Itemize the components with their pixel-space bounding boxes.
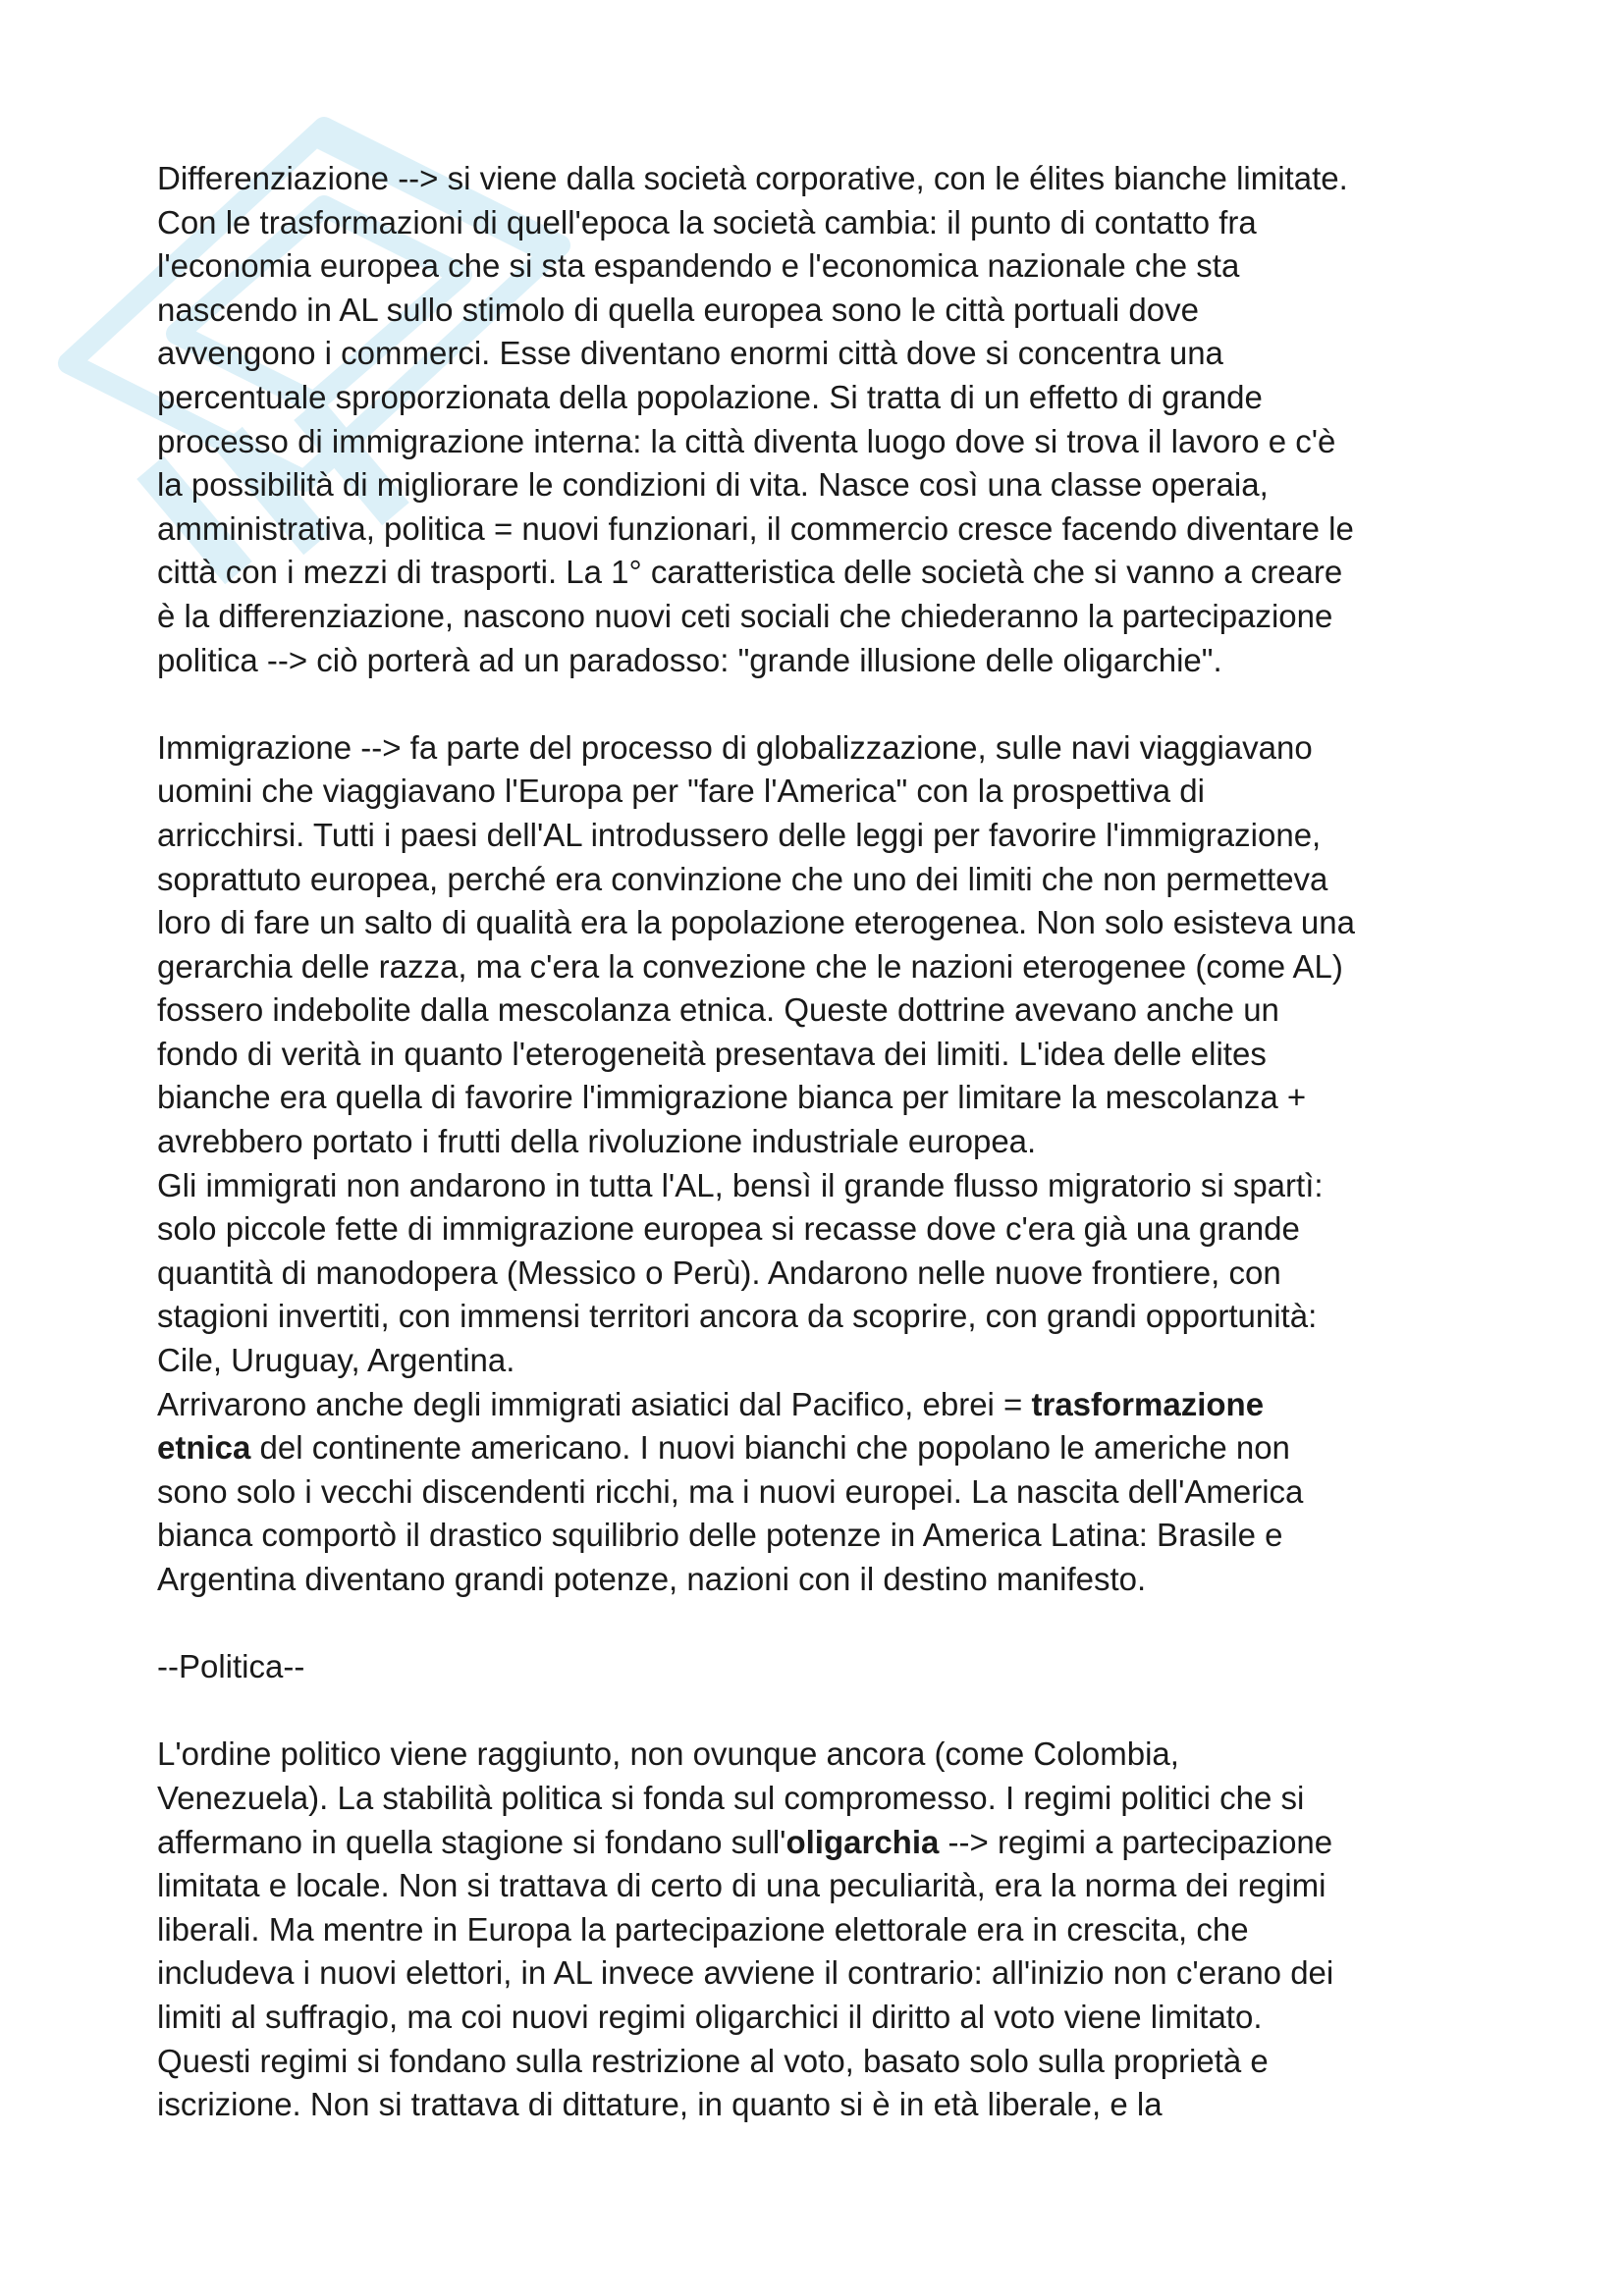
text-segment: avrebbero portato i frutti della rivoluzione industriale europea. xyxy=(157,1123,1037,1160)
text-segment: Con le trasformazioni di quell'epoca la società cambia: il punto di contatto fra xyxy=(157,203,1257,240)
paragraph-gap xyxy=(157,1689,1492,1734)
text-segment: fossero indebolite dalla mescolanza etnica. Queste dottrine avevano anche un xyxy=(157,991,1279,1029)
text-segment: affermano in quella stagione si fondano sull' xyxy=(157,1823,786,1860)
text-line xyxy=(157,289,1492,333)
text-line xyxy=(157,726,1492,771)
text-segment: gerarchia delle razza, ma c'era la convezione che le nazioni eterogenee (come AL) xyxy=(157,947,1343,985)
document-body xyxy=(157,157,1492,2127)
text-segment: Differenziazione --> si viene dalla società corporative, con le élites bianche limitate. xyxy=(157,160,1348,196)
text-line xyxy=(157,1252,1492,1296)
text-line xyxy=(157,1951,1492,1996)
text-line xyxy=(157,988,1492,1033)
text-segment: soprattuto europea, perché era convinzione che uno dei limiti che non permetteva xyxy=(157,860,1328,897)
bold-term: trasformazione xyxy=(1031,1385,1265,1422)
text-segment: arricchirsi. Tutti i paesi dell'AL introdussero delle leggi per favorire l'immigrazione, xyxy=(157,816,1322,853)
section-heading-politica xyxy=(157,1645,1492,1689)
text-line xyxy=(157,1645,1492,1689)
text-segment: fondo di verità in quanto l'eterogeneità presentava dei limiti. L'idea delle elites xyxy=(157,1035,1267,1072)
text-segment: limiti al suffragio, ma coi nuovi regimi oligarchici il diritto al voto viene limitato. xyxy=(157,1998,1263,2035)
text-segment: nascendo in AL sullo stimolo di quella europea sono le città portuali dove xyxy=(157,291,1199,328)
text-segment: Immigrazione --> fa parte del processo di globalizzazione, sulle navi viaggiavano xyxy=(157,728,1313,766)
text-segment: del continente americano. I nuovi bianchi che popolano le americhe non xyxy=(250,1429,1290,1467)
text-segment: solo piccole fette di immigrazione europea si recasse dove c'era già una grande xyxy=(157,1210,1300,1248)
text-line xyxy=(157,507,1492,552)
text-segment: L'ordine politico viene raggiunto, non ovunque ancora (come Colombia, xyxy=(157,1735,1179,1773)
text-segment: --> regimi a partecipazione xyxy=(939,1823,1333,1860)
text-segment: amministrativa, politica = nuovi funzionari, il commercio cresce facendo diventare le xyxy=(157,509,1354,547)
bold-term: oligarchia xyxy=(785,1823,940,1860)
text-segment: quantità di manodopera (Messico o Perù). Andarono nelle nuove frontiere, con xyxy=(157,1254,1281,1291)
text-line xyxy=(157,639,1492,683)
text-line xyxy=(157,595,1492,639)
text-segment: stagioni invertiti, con immensi territori ancora da scoprire, con grandi opportunità: xyxy=(157,1298,1318,1335)
text-line xyxy=(157,1777,1492,1821)
text-line xyxy=(157,1470,1492,1515)
text-line xyxy=(157,1558,1492,1602)
text-line xyxy=(157,2040,1492,2084)
text-segment: è la differenziazione, nascono nuovi ceti sociali che chiederanno la partecipazione xyxy=(157,597,1333,634)
text-segment: uomini che viaggiavano l'Europa per "fare l'America" con la prospettiva di xyxy=(157,773,1205,810)
text-line xyxy=(157,376,1492,420)
text-line xyxy=(157,157,1492,201)
text-line xyxy=(157,332,1492,376)
text-segment: processo di immigrazione interna: la città diventa luogo dove si trova il lavoro e c'è xyxy=(157,422,1336,459)
paragraph xyxy=(157,1733,1492,2126)
text-segment: politica --> ciò porterà ad un paradosso: "grande illusione delle oligarchie". xyxy=(157,641,1222,678)
text-line xyxy=(157,1821,1492,1865)
text-segment: --Politica-- xyxy=(157,1648,305,1685)
text-segment: loro di fare un salto di qualità era la popolazione eterogenea. Non solo esisteva una xyxy=(157,904,1355,941)
text-line xyxy=(157,2083,1492,2127)
text-segment: bianche era quella di favorire l'immigrazione bianca per limitare la mescolanza + xyxy=(157,1079,1307,1116)
text-segment: bianca comportò il drastico squilibrio delle potenze in America Latina: Brasile e xyxy=(157,1517,1283,1554)
text-segment: Venezuela). La stabilità politica si fonda sul compromesso. I regimi politici che si xyxy=(157,1779,1305,1816)
text-line xyxy=(157,201,1492,245)
text-line xyxy=(157,463,1492,507)
text-line xyxy=(157,1076,1492,1120)
text-line xyxy=(157,814,1492,858)
paragraph xyxy=(157,726,1492,1602)
text-line xyxy=(157,1514,1492,1558)
text-segment: Argentina diventano grandi potenze, nazioni con il destino manifesto. xyxy=(157,1561,1147,1597)
text-segment: Arrivarono anche degli immigrati asiatici dal Pacifico, ebrei = xyxy=(157,1385,1032,1422)
text-line xyxy=(157,945,1492,989)
text-segment: iscrizione. Non si trattava di dittature, in quanto si è in età liberale, e la xyxy=(157,2086,1163,2123)
text-segment: liberali. Ma mentre in Europa la partecipazione elettorale era in crescita, che xyxy=(157,1910,1249,1948)
text-line xyxy=(157,1996,1492,2040)
text-line xyxy=(157,1733,1492,1777)
bold-term: etnica xyxy=(157,1429,251,1467)
text-segment: sono solo i vecchi discendenti ricchi, ma i nuovi europei. La nascita dell'America xyxy=(157,1472,1304,1510)
text-line xyxy=(157,1426,1492,1470)
paragraph xyxy=(157,157,1492,682)
text-line xyxy=(157,1383,1492,1427)
text-segment: avvengono i commerci. Esse diventano enormi città dove si concentra una xyxy=(157,335,1223,372)
text-line xyxy=(157,1207,1492,1252)
text-line xyxy=(157,1339,1492,1383)
text-segment: la possibilità di migliorare le condizioni di vita. Nasce così una classe operaia, xyxy=(157,466,1269,504)
text-line xyxy=(157,1295,1492,1339)
text-segment: Cile, Uruguay, Argentina. xyxy=(157,1342,515,1379)
text-line xyxy=(157,901,1492,945)
text-line xyxy=(157,858,1492,902)
text-line xyxy=(157,244,1492,289)
text-segment: percentuale sproporzionata della popolazione. Si tratta di un effetto di grande xyxy=(157,378,1263,415)
text-segment: Gli immigrati non andarono in tutta l'AL, bensì il grande flusso migratorio si spartì: xyxy=(157,1166,1324,1203)
text-segment: limitata e locale. Non si trattava di certo di una peculiarità, era la norma dei regimi xyxy=(157,1867,1326,1904)
text-line xyxy=(157,1908,1492,1952)
text-line xyxy=(157,1120,1492,1164)
text-line xyxy=(157,770,1492,814)
text-segment: includeva i nuovi elettori, in AL invece avviene il contrario: all'inizio non c'erano dei xyxy=(157,1954,1334,1992)
text-line xyxy=(157,1164,1492,1208)
text-line xyxy=(157,1033,1492,1077)
text-segment: l'economia europea che si sta espandendo e l'economica nazionale che sta xyxy=(157,247,1240,285)
text-segment: Questi regimi si fondano sulla restrizione al voto, basato solo sulla proprietà e xyxy=(157,2042,1269,2079)
text-line xyxy=(157,1864,1492,1908)
paragraph-gap xyxy=(157,682,1492,726)
paragraph-gap xyxy=(157,1602,1492,1646)
text-line xyxy=(157,551,1492,595)
text-segment: città con i mezzi di trasporti. La 1° caratteristica delle società che si vanno a creare xyxy=(157,554,1343,591)
text-line xyxy=(157,420,1492,464)
